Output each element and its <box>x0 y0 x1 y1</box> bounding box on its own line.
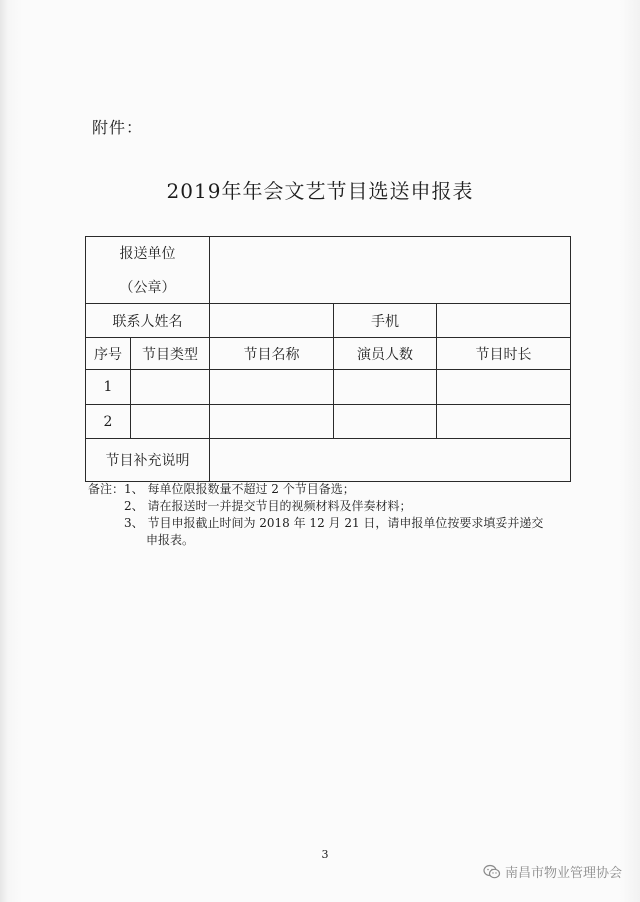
note-item: 申报表。 <box>146 533 195 547</box>
seal-label: （公章） <box>119 280 176 296</box>
note-line <box>88 498 543 515</box>
header-index: 序号 <box>94 346 122 363</box>
note-item: 1、 每单位限报数量不超过 2 个节目备选； <box>124 482 355 496</box>
header-name: 节目名称 <box>243 346 300 363</box>
program-type-cell[interactable] <box>131 370 210 405</box>
page-number: 3 <box>321 848 329 861</box>
application-form-table <box>85 236 571 482</box>
row-index: 2 <box>103 413 113 430</box>
note-line <box>88 515 543 532</box>
header-cell <box>86 338 131 370</box>
phone-value-cell[interactable] <box>437 304 571 338</box>
watermark <box>483 862 622 881</box>
note-line <box>88 481 543 498</box>
phone-label-cell <box>334 304 437 338</box>
supplement-value-cell[interactable] <box>210 439 571 482</box>
row-index-cell <box>86 370 131 405</box>
phone-label: 手机 <box>371 313 399 330</box>
header-cell <box>437 338 571 370</box>
performer-count-cell[interactable] <box>334 370 437 405</box>
contact-label-cell <box>86 304 210 338</box>
unit-row <box>86 237 571 304</box>
contact-row <box>86 304 571 338</box>
header-cell <box>210 338 334 370</box>
header-performers: 演员人数 <box>357 346 413 363</box>
duration-cell[interactable] <box>437 405 571 439</box>
note-line <box>88 532 543 549</box>
table-row <box>86 370 571 405</box>
program-type-cell[interactable] <box>131 405 210 439</box>
performer-count-cell[interactable] <box>334 405 437 439</box>
watermark-text: 南昌市物业管理协会 <box>504 866 622 881</box>
unit-label-cell <box>86 237 210 304</box>
row-index-cell <box>86 405 131 439</box>
header-duration: 节目时长 <box>475 346 532 363</box>
contact-value-cell[interactable] <box>210 304 334 338</box>
supplement-label-cell <box>86 439 210 482</box>
unit-value-cell[interactable] <box>210 237 571 304</box>
row-index: 1 <box>103 379 113 395</box>
document-title: 2019年年会文艺节目选送申报表 <box>166 179 474 203</box>
program-name-cell[interactable] <box>210 405 334 439</box>
attachment-label: 附件： <box>92 118 144 137</box>
supplement-label: 节目补充说明 <box>105 453 190 469</box>
contact-label: 联系人姓名 <box>112 313 183 330</box>
header-type: 节目类型 <box>142 346 198 363</box>
header-row <box>86 338 571 370</box>
wechat-icon <box>483 864 501 880</box>
note-item: 3、 节目申报截止时间为 2018 年 12 月 21 日，请申报单位按要求填妥并递交 <box>124 516 544 530</box>
supplement-row <box>86 439 571 482</box>
notes-prefix: 备注： <box>88 482 125 496</box>
table-row <box>86 405 571 439</box>
header-cell <box>131 338 210 370</box>
header-cell <box>334 338 437 370</box>
notes-section <box>88 481 543 549</box>
duration-cell[interactable] <box>437 370 571 405</box>
note-item: 2、 请在报送时一并提交节目的视频材料及伴奏材料； <box>124 499 412 513</box>
unit-label: 报送单位 <box>119 246 176 262</box>
program-name-cell[interactable] <box>210 370 334 405</box>
